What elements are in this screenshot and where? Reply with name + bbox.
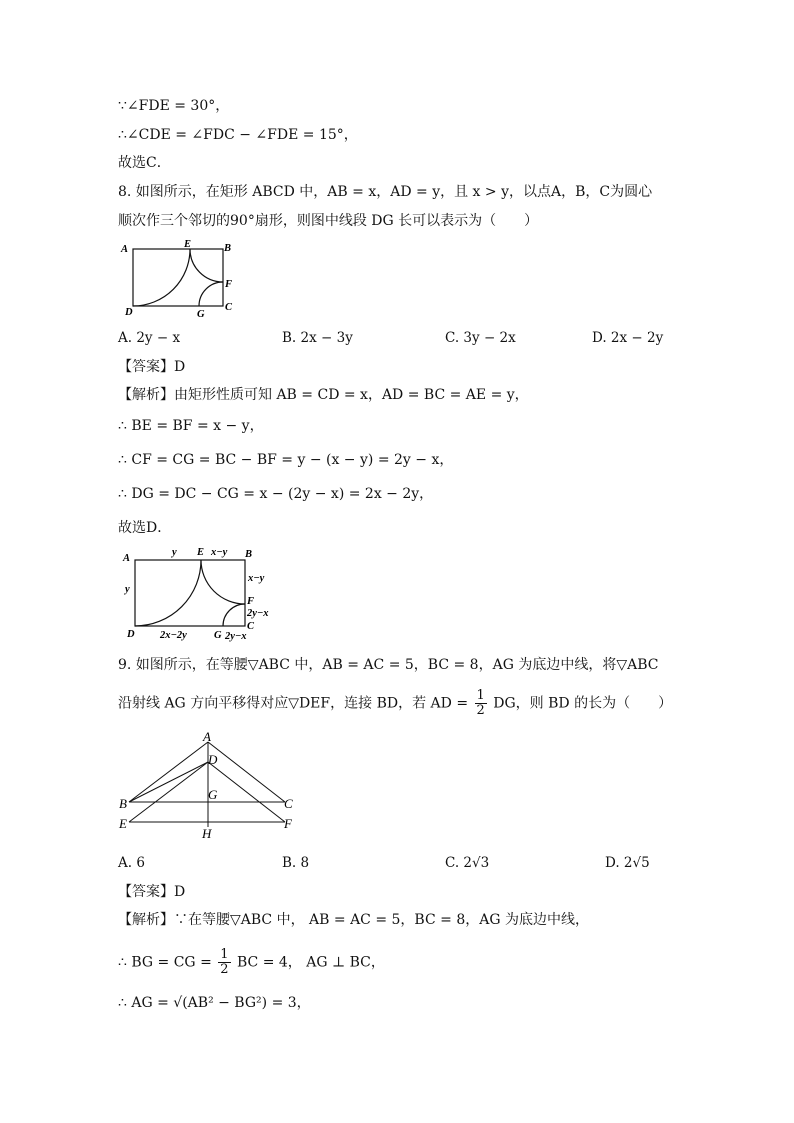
explanation-9-line-2 <box>118 948 385 977</box>
fraction-numerator: 1 <box>476 688 485 703</box>
explanation-8-line-3: ∴ CF = CG = BC − BF = y − (x − y) = 2y − x， <box>118 452 454 468</box>
option-8-d: D. 2x − 2y <box>592 330 664 346</box>
fig9-label-e: E <box>119 816 127 831</box>
segment-de <box>129 762 208 822</box>
fig8b-label-b: B <box>245 549 253 560</box>
question-9-line-1: 9. 如图所示，在等腰▽ABC 中，AB = AC = 5，BC = 8，AG 为底边中线，将▽ABC <box>118 657 659 673</box>
explanation-8-line-4: ∴ DG = DC − CG = x − (2y − x) = 2x − 2y， <box>118 486 434 502</box>
figure-8-diagram <box>118 238 248 320</box>
fraction-denominator-2: 2 <box>220 962 229 977</box>
option-9-c: C. 2√3 <box>445 855 490 871</box>
fig8b-label-2yx-bottom: 2y−x <box>225 631 247 642</box>
fig8b-label-xy-right: x−y <box>248 573 265 584</box>
explanation-8-line-1: 【解析】由矩形性质可知 AB = CD = x，AD = BC = AE = y， <box>118 387 529 403</box>
fig9-label-h: H <box>202 826 212 841</box>
fig8b-label-xy-top: x−y <box>211 547 228 558</box>
fig8-label-b: B <box>224 243 232 254</box>
rect-abcd <box>133 249 223 306</box>
fig9-label-a: A <box>203 730 211 744</box>
arc-a-annotated <box>135 560 201 626</box>
question-8-line-2: 顺次作三个邻切的90°扇形，则图中线段 DG 长可以表示为（ ） <box>118 213 539 229</box>
fig8-label-f: F <box>225 279 233 290</box>
question-9-line-2 <box>118 689 672 718</box>
segment-df <box>208 762 285 822</box>
fig9-label-b: B <box>119 796 127 811</box>
segment-bd <box>129 762 208 802</box>
fig8b-label-f: F <box>247 596 255 607</box>
q9-line-2-post: DG，则 BD 的长为（ ） <box>493 695 673 712</box>
line-cde-15: ∴∠CDE = ∠FDC − ∠FDE = 15°， <box>118 127 358 143</box>
line-choose-c: 故选C． <box>118 155 171 171</box>
explanation-9-line-3: ∴ AG = √(AB² − BG²) = 3， <box>118 995 311 1011</box>
fraction-half-2 <box>218 948 230 977</box>
segment-ab <box>129 742 208 802</box>
arc-b-annotated <box>201 560 245 604</box>
fig8-label-d: D <box>125 307 133 318</box>
fig8-label-a: A <box>121 244 129 255</box>
option-9-a: A. 6 <box>118 855 145 871</box>
q9-line-2-pre: 沿射线 AG 方向平移得对应▽DEF，连接 BD，若 AD = <box>118 695 469 712</box>
explanation-8-line-5: 故选D． <box>118 520 172 536</box>
fig8-label-c: C <box>225 302 233 313</box>
explanation-9-line-1: 【解析】∵在等腰▽ABC 中， AB = AC = 5，BC = 8，AG 为底边中线， <box>118 912 589 928</box>
fig8b-label-c: C <box>247 621 255 632</box>
fig8b-label-a: A <box>123 553 131 564</box>
fig8b-label-y-left: y <box>125 584 130 595</box>
fig9-label-c: C <box>284 796 293 811</box>
option-8-b: B. 2x − 3y <box>282 330 353 346</box>
option-9-d: D. 2√5 <box>605 855 650 871</box>
figure-9-diagram <box>112 730 302 842</box>
fig9-label-f: F <box>284 816 292 831</box>
arc-from-b <box>190 249 223 282</box>
option-8-a: A. 2y − x <box>118 330 181 346</box>
arc-c-annotated <box>223 604 245 626</box>
fig8b-label-d: D <box>127 629 135 640</box>
fig8-label-e: E <box>184 239 192 250</box>
option-9-b: B. 8 <box>282 855 310 871</box>
fig8b-label-2x2y: 2x−2y <box>160 630 187 641</box>
fraction-numerator-2: 1 <box>220 947 229 962</box>
arc-from-c <box>199 282 223 306</box>
fig8-label-g: G <box>197 309 205 320</box>
line-fde-30: ∵∠FDE = 30°， <box>118 98 230 114</box>
rect-abcd-annotated <box>135 560 245 626</box>
exp9-line-2-pre: ∴ BG = CG = <box>118 954 212 971</box>
figure-8-annotated-diagram <box>118 543 283 643</box>
fig8b-label-g: G <box>214 630 222 641</box>
arc-from-a <box>133 249 190 306</box>
exp9-line-2-post: BC = 4， AG ⊥ BC， <box>236 954 385 971</box>
fig9-label-d: D <box>208 752 218 767</box>
explanation-8-line-2: ∴ BE = BF = x − y， <box>118 418 264 434</box>
question-8-line-1: 8. 如图所示，在矩形 ABCD 中，AB = x，AD = y，且 x > y，以点A，B，C为圆心 <box>118 184 653 200</box>
fraction-half <box>475 689 487 718</box>
fraction-denominator: 2 <box>476 703 485 718</box>
option-8-c: C. 3y − 2x <box>445 330 516 346</box>
fig8b-label-e: E <box>197 547 205 558</box>
fig8b-label-2yx-right: 2y−x <box>247 608 269 619</box>
fig9-label-g: G <box>208 787 218 802</box>
fig8b-label-y-top: y <box>172 547 177 558</box>
answer-9: 【答案】D <box>118 884 186 900</box>
answer-8: 【答案】D <box>118 359 186 375</box>
segment-ac <box>208 742 285 802</box>
